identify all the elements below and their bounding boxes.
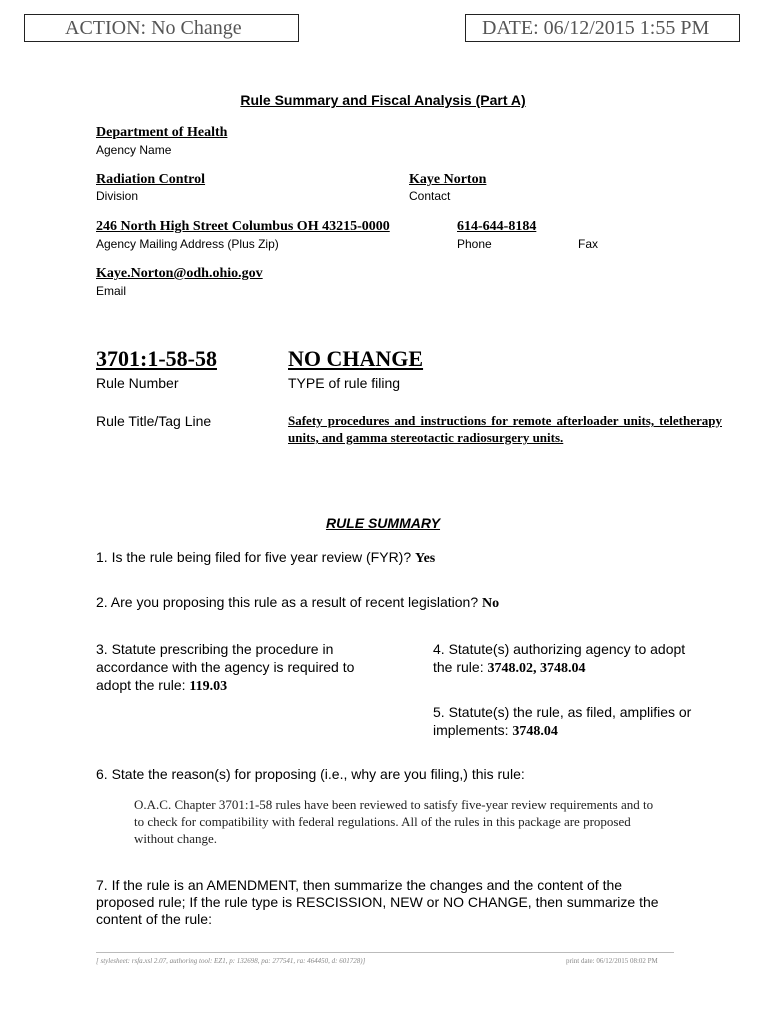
page-title: Rule Summary and Fiscal Analysis (Part A) bbox=[240, 92, 526, 108]
answer-5: 3748.04 bbox=[512, 724, 558, 739]
question-2-text: 2. Are you proposing this rule as a result of recent legislation? bbox=[96, 594, 479, 610]
question-5-text: 5. Statute(s) the rule, as filed, amplifies or implements: bbox=[433, 704, 692, 738]
fax-label: Fax bbox=[578, 237, 599, 251]
question-3 bbox=[96, 640, 386, 696]
contact-value: Kaye Norton bbox=[409, 172, 487, 187]
question-4-text: 4. Statute(s) authorizing agency to adopt the rule: bbox=[433, 641, 686, 675]
division-label: Division bbox=[96, 189, 139, 203]
email-value: Kaye.Norton@odh.ohio.gov bbox=[96, 266, 263, 281]
division-value: Radiation Control bbox=[96, 172, 206, 187]
question-1-text: 1. Is the rule being filed for five year review (FYR)? bbox=[96, 549, 412, 565]
question-4 bbox=[433, 640, 703, 678]
action-box bbox=[24, 14, 299, 42]
rule-number-value: 3701:1-58-58 bbox=[96, 346, 217, 371]
contact-label: Contact bbox=[409, 189, 451, 203]
answer-3: 119.03 bbox=[189, 679, 228, 694]
rule-type-label: TYPE of rule filing bbox=[288, 375, 401, 391]
answer-4: 3748.02, 3748.04 bbox=[487, 661, 586, 676]
rule-title-value: Safety procedures and instructions for remote afterloader units, teletherapy units, and gamma stereotactic radiosurgery units. bbox=[288, 413, 722, 445]
email-label: Email bbox=[96, 284, 127, 298]
answer-6: O.A.C. Chapter 3701:1-58 rules have been reviewed to satisfy five-year review requirements and to to check for compatibility with federal regulations. All of the rules in this package are proposed without change. bbox=[134, 797, 654, 846]
phone-label: Phone bbox=[457, 237, 492, 251]
rule-number-label: Rule Number bbox=[96, 375, 179, 391]
rule-type-value: NO CHANGE bbox=[288, 346, 424, 371]
question-1 bbox=[96, 549, 435, 567]
footer-print-date: print date: 06/12/2015 08:02 PM bbox=[566, 957, 658, 965]
phone-value: 614-644-8184 bbox=[457, 219, 537, 234]
agency-name-value: Department of Health bbox=[96, 125, 228, 140]
footer-stylesheet-info: [ stylesheet: rsfa.xsl 2.07, authoring tool: EZ1, p: 132698, pa: 277541, ra: 464450, d: 601728)] bbox=[96, 957, 366, 965]
question-5 bbox=[433, 703, 723, 741]
address-value: 246 North High Street Columbus OH 43215-0000 bbox=[96, 219, 390, 234]
agency-name-label: Agency Name bbox=[96, 143, 172, 157]
question-6: 6. State the reason(s) for proposing (i.e., why are you filing,) this rule: bbox=[96, 766, 525, 782]
address-label: Agency Mailing Address (Plus Zip) bbox=[96, 237, 279, 251]
date-text: DATE: 06/12/2015 1:55 PM bbox=[482, 17, 710, 39]
action-text: ACTION: No Change bbox=[65, 17, 242, 39]
question-7: 7. If the rule is an AMENDMENT, then summarize the changes and the content of the proposed rule; If the rule type is RESCISSION, NEW or NO CHANGE, then summarize the content of the rule: bbox=[96, 877, 659, 927]
rule-title-label: Rule Title/Tag Line bbox=[96, 413, 212, 429]
footer-divider bbox=[96, 952, 674, 953]
question-3-text: 3. Statute prescribing the procedure in accordance with the agency is required to adopt the rule: bbox=[96, 641, 355, 693]
answer-1: Yes bbox=[415, 551, 436, 566]
question-2 bbox=[96, 594, 499, 612]
date-box bbox=[465, 14, 740, 42]
answer-2: No bbox=[482, 596, 500, 611]
rule-summary-heading: RULE SUMMARY bbox=[325, 515, 441, 531]
